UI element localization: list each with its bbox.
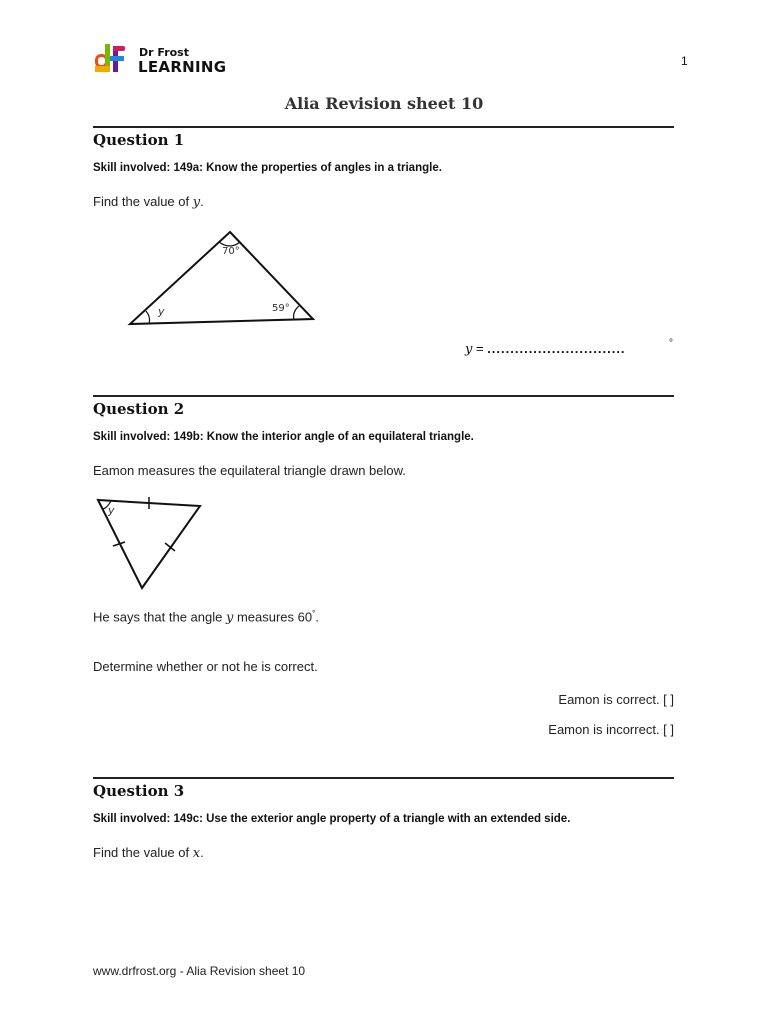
claim-text: He says that the angle xyxy=(93,609,226,625)
question-3-skill: Skill involved: 149c: Use the exterior angle property of a triangle with an extended side. xyxy=(93,813,571,825)
divider xyxy=(93,777,674,779)
angle-label-left: y xyxy=(158,305,165,318)
question-2-task: Determine whether or not he is correct. xyxy=(93,659,318,674)
variable-y: y xyxy=(225,610,234,626)
variable-x: x xyxy=(192,846,201,861)
question-2-intro: Eamon measures the equilateral triangle drawn below. xyxy=(93,463,406,478)
angle-label-right: 59° xyxy=(272,303,290,314)
angle-arc-left xyxy=(146,311,150,324)
triangle-diagram-q1 xyxy=(120,222,330,332)
question-1-skill: Skill involved: 149a: Know the properties of angles in a triangle. xyxy=(93,162,442,174)
degree-symbol: ° xyxy=(312,609,316,618)
page-number: 1 xyxy=(681,54,688,68)
divider xyxy=(93,395,674,397)
page-footer: www.drfrost.org - Alia Revision sheet 10 xyxy=(93,964,306,978)
answer-blank[interactable]: .............................. xyxy=(487,341,626,356)
divider xyxy=(93,126,674,128)
option-incorrect[interactable]: Eamon is incorrect. [ ] xyxy=(548,722,674,737)
question-1-prompt xyxy=(93,194,204,210)
prompt-text: Find the value of xyxy=(93,845,193,860)
question-2-heading: Question 2 xyxy=(93,400,185,418)
answer-variable: y xyxy=(465,342,473,357)
logo-text-bottom: LEARNING xyxy=(138,58,227,76)
answer-unit: ° xyxy=(669,338,673,349)
variable-y: y xyxy=(192,195,201,210)
answer-line-q1 xyxy=(465,341,626,357)
df-logo-icon xyxy=(95,44,131,76)
angle-arc-right xyxy=(294,306,299,320)
prompt-suffix: . xyxy=(200,194,204,209)
triangle-diagram-q2 xyxy=(90,492,210,597)
question-2-claim xyxy=(93,609,319,625)
logo-text-top: Dr Frost xyxy=(139,46,189,59)
question-2-skill: Skill involved: 149b: Know the interior angle of an equilateral triangle. xyxy=(93,431,474,443)
angle-label-top: 70° xyxy=(222,246,240,257)
claim-mid: measures 60 xyxy=(233,609,313,625)
claim-suffix: . xyxy=(315,609,319,625)
question-3-heading: Question 3 xyxy=(93,782,185,800)
question-3-prompt xyxy=(93,845,204,861)
option-correct[interactable]: Eamon is correct. [ ] xyxy=(558,692,674,707)
page-title: Alia Revision sheet 10 xyxy=(284,94,484,113)
question-1-heading: Question 1 xyxy=(93,131,185,149)
answer-equals: = xyxy=(472,341,488,356)
angle-label-y: y xyxy=(108,504,115,517)
prompt-suffix: . xyxy=(200,845,204,860)
prompt-text: Find the value of xyxy=(93,194,193,209)
